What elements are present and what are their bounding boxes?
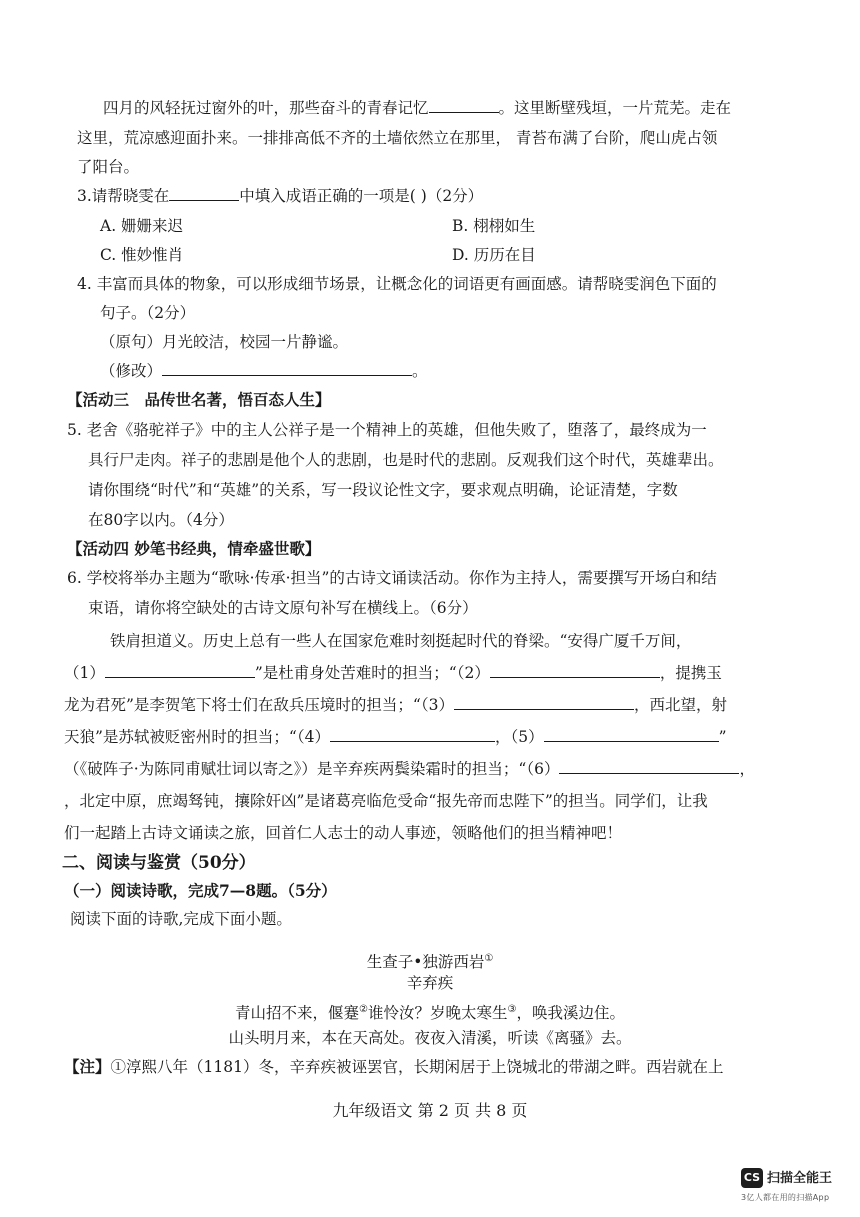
question-3-stem (77, 185, 483, 207)
activity-4-heading: 【活动四 妙笔书经典，情牵盛世歌】 (67, 539, 321, 558)
q6-paragraph-line-7: 们一起踏上古诗文诵读之旅，回首仁人志士的动人事迹，领略他们的担当精神吧！ (64, 824, 623, 842)
question-4-line-2: 句子。（2分） (100, 304, 196, 322)
q6-paragraph-line-1: 铁肩担道义。历史上总有一些人在国家危难时刻挺起时代的脊梁。“安得广厦千万间， (110, 632, 692, 650)
option-a: A. 姗姗来迟 (100, 217, 184, 235)
answer-blank-3[interactable] (454, 694, 634, 710)
poem-text: 青山招不来，偃蹇 (235, 1004, 360, 1023)
paragraph-text: ，西北望，射 (633, 696, 727, 714)
paragraph-text: ，提携玉 (659, 664, 722, 682)
answer-blank-2[interactable] (490, 662, 660, 678)
poem-text: 谁怜汝？岁晚太寒生 (367, 1004, 508, 1023)
note-label: 【注】 (64, 1057, 111, 1076)
paragraph-text: （《破阵子·为陈同甫赋壮词以寄之》）是辛弃疾两鬓染霜时的担当；“（6） (64, 760, 560, 778)
watermark-tagline: 3亿人都在用的扫描App (741, 1193, 830, 1202)
answer-blank[interactable] (429, 97, 499, 113)
option-c: C. 惟妙惟肖 (100, 246, 184, 264)
answer-blank[interactable] (169, 185, 239, 201)
question-5-line-4: 在80字以内。（4分） (88, 511, 234, 529)
q6-paragraph-line-2 (64, 662, 722, 684)
paragraph-text: ， (739, 760, 755, 778)
poem-note (64, 1056, 723, 1078)
answer-blank-4[interactable] (330, 726, 495, 742)
poem-line-2: 山头明月来，本在天高处。夜夜入清溪，听读《离骚》去。 (228, 1029, 632, 1047)
q6-paragraph-line-4 (64, 726, 727, 748)
answer-blank-5[interactable] (544, 726, 719, 742)
blank-number: （1） (64, 664, 105, 682)
question-text: 中填入成语正确的一项是( )（2分） (239, 187, 484, 205)
question-5-line-1: 5. 老舍《骆驼祥子》中的主人公祥子是一个精神上的英雄，但他失败了，堕落了，最终成为一 (67, 421, 707, 439)
answer-blank[interactable] (162, 360, 412, 376)
watermark-name: 扫描全能王 (767, 1171, 833, 1186)
q6-paragraph-line-5 (64, 758, 755, 780)
poem-line-1 (0, 999, 860, 1024)
note-text: ①淳熙八年（1181）冬，辛弃疾被诬罢官，长期闲居于上饶城北的带湖之畔。西岩就在上 (110, 1058, 724, 1076)
question-text: 3.请帮晓雯在 (77, 187, 170, 205)
reading-instruction: 阅读下面的诗歌,完成下面小题。 (70, 910, 292, 928)
camscanner-logo-icon: CS (741, 1168, 763, 1188)
section-2-title: 二、阅读与鉴赏（50分） (62, 853, 256, 873)
paragraph-text: ”是杜甫身处苦难时的担当；“（2） (254, 664, 490, 682)
activity-3-heading: 【活动三 品传世名著，悟百态人生】 (67, 390, 331, 409)
q6-paragraph-line-6: ，北定中原，庶竭驽钝，攘除奸凶”是诸葛亮临危受命“报先帝而忠陛下”的担当。同学们，让我 (64, 792, 708, 810)
footnote-marker: ② (359, 1004, 368, 1015)
footnote-marker: ③ (507, 1004, 517, 1015)
revised-end: 。 (412, 362, 428, 380)
q6-paragraph-line-3 (64, 694, 727, 716)
paragraph-text: ” (718, 728, 727, 746)
passage-line-2: 这里，荒凉感迎面扑来。一排排高低不齐的土墙依然立在那里， 青苔布满了台阶，爬山虎占领 (77, 129, 718, 147)
revised-label: （修改） (100, 362, 163, 380)
passage-line-1 (103, 97, 731, 119)
option-d: D. 历历在目 (452, 246, 536, 264)
paragraph-text: 天狼”是苏轼被贬密州时的担当；“（4） (64, 728, 330, 746)
question-5-line-3: 请你围绕“时代”和“英雄”的关系，写一段议论性文字，要求观点明确，论证清楚，字数 (88, 481, 678, 499)
question-4-line-1: 4. 丰富而具体的物象，可以形成细节场景，让概念化的词语更有画面感。请帮晓雯润色下面的 (77, 275, 717, 293)
poem-author: 辛弃疾 (406, 974, 454, 992)
passage-text: 。这里断壁残垣，一片荒芜。走在 (498, 99, 732, 117)
original-sentence: （原句）月光皎洁，校园一片静谧。 (100, 333, 349, 351)
page-footer: 九年级语文 第 2 页 共 8 页 (332, 1101, 528, 1120)
subsection-1-title: （一）阅读诗歌，完成7—8题。（5分） (64, 881, 337, 900)
question-6-line-2: 束语，请你将空缺处的古诗文原句补写在横线上。（6分） (88, 599, 478, 617)
poem-text: ，唤我溪边住。 (516, 1004, 625, 1023)
answer-blank-6[interactable] (559, 758, 739, 774)
paragraph-text: 龙为君死”是李贺笔下将士们在敌兵压境时的担当；“（3） (64, 696, 454, 714)
poem-title (0, 948, 860, 973)
answer-blank-1[interactable] (105, 662, 255, 678)
poem-title-text: 生查子•独游西岩 (366, 953, 485, 972)
question-5-line-2: 具行尸走肉。祥子的悲剧是他个人的悲剧，也是时代的悲剧。反观我们这个时代，英雄辈出。 (88, 451, 724, 469)
revised-sentence (100, 360, 428, 382)
passage-text: 四月的风轻抚过窗外的叶，那些奋斗的青春记忆 (103, 99, 429, 117)
option-b: B. 栩栩如生 (452, 217, 536, 235)
passage-line-3: 了阳台。 (77, 158, 140, 176)
footnote-marker: ① (484, 953, 494, 964)
question-6-line-1: 6. 学校将举办主题为“歌咏·传承·担当”的古诗文诵读活动。你作为主持人，需要撰写开场白和结 (67, 569, 717, 587)
paragraph-text: ，（5） (494, 728, 544, 746)
